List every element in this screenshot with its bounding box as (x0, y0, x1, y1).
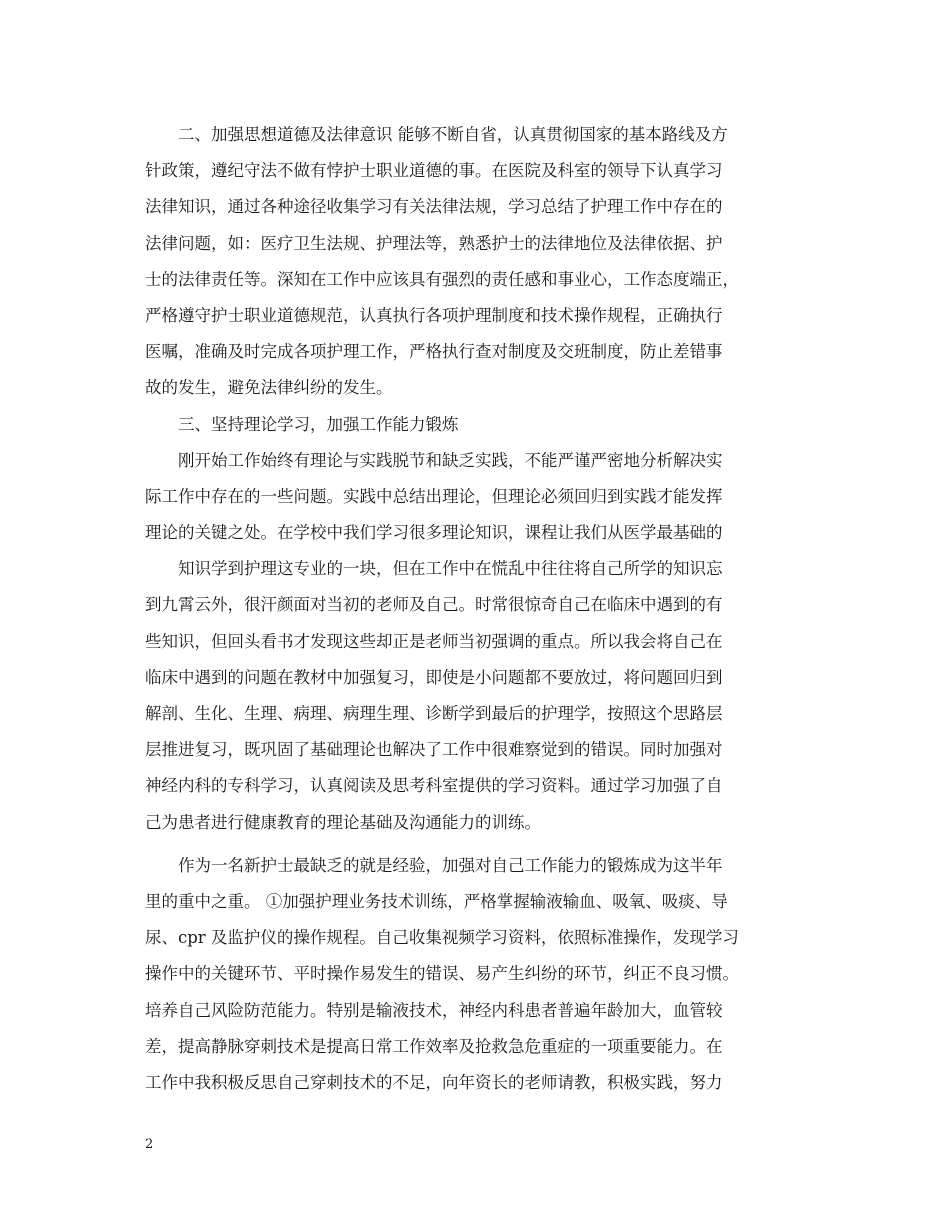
paragraph-line: 严格遵守护士职业道德规范，认真执行各项护理制度和技术操作规程，正确执行 (145, 305, 723, 325)
paragraph-line: 工作中我积极反思自己穿刺技术的不足，向年资长的老师请教，积极实践，努力 (145, 1072, 723, 1092)
paragraph-line: 医嘱，准确及时完成各项护理工作，严格执行查对制度及交班制度，防止差错事 (145, 342, 723, 362)
paragraph-line: 培养自己风险防范能力。特别是输液技术，神经内科患者普遍年龄加大，血管较 (145, 1000, 723, 1020)
paragraph-line: 理论的关键之处。在学校中我们学习很多理论知识，课程让我们从医学最基础的 (145, 523, 723, 543)
document-body (145, 117, 805, 1101)
paragraph-line: 些知识，但回头看书才发现这些却正是老师当初强调的重点。所以我会将自己在 (145, 631, 723, 651)
paragraph-line: 差，提高静脉穿刺技术是提高日常工作效率及抢救急危重症的一项重要能力。在 (145, 1036, 723, 1056)
section-heading: 三、坚持理论学习，加强工作能力锻炼 (178, 414, 459, 434)
paragraph-line: 故的发生，避免法律纠纷的发生。 (145, 378, 393, 398)
paragraph-line: 神经内科的专科学习，认真阅读及思考科室提供的学习资料。通过学习加强了自 (145, 776, 723, 796)
paragraph-line: 士的法律责任等。深知在工作中应该具有强烈的责任感和事业心，工作态度端正， (145, 269, 739, 289)
paragraph-line: 己为患者进行健康教育的理论基础及沟通能力的训练。 (145, 812, 541, 832)
paragraph-gap (145, 841, 805, 848)
page-number: 2 (145, 1137, 154, 1152)
paragraph-line: 法律知识，通过各种途径收集学习有关法律法规，学习总结了护理工作中存在的 (145, 197, 723, 217)
paragraph-line: 解剖、生化、生理、病理、病理生理、诊断学到最后的护理学，按照这个思路层 (145, 704, 723, 723)
paragraph-line: 法律问题，如：医疗卫生法规、护理法等，熟悉护士的法律地位及法律依据、护 (145, 233, 723, 253)
paragraph-line: 到九霄云外，很汗颜面对当初的老师及自己。时常很惊奇自己在临床中遇到的有 (145, 595, 723, 615)
paragraph-line: 针政策，遵纪守法不做有悖护士职业道德的事。在医院及科室的领导下认真学习 (145, 161, 723, 181)
paragraph-line: 知识学到护理这专业的一块，但在工作中在慌乱中往往将自己所学的知识忘 (178, 559, 723, 579)
paragraph-line: 里的重中之重。 ①加强护理业务技术训练，严格掌握输液输血、吸氧、吸痰、导 (145, 891, 728, 911)
paragraph-line: 作为一名新护士最缺乏的就是经验，加强对自己工作能力的锻炼成为这半年 (178, 855, 723, 875)
paragraph-line: 二、加强思想道德及法律意识 能够不断自省，认真贯彻国家的基本路线及方 (178, 125, 728, 144)
paragraph-line: 临床中遇到的问题在教材中加强复习，即使是小问题都不要放过，将问题回归到 (145, 667, 723, 687)
paragraph-line: 操作中的关键环节、平时操作易发生的错误、易产生纠纷的环节，纠正不良习惯。 (145, 964, 739, 984)
paragraph-line: 尿、cpr 及监护仪的操作规程。自己收集视频学习资料，依照标准操作，发现学习 (145, 928, 739, 948)
paragraph-line: 层推进复习，既巩固了基础理论也解决了工作中很难察觉到的错误。同时加强对 (145, 740, 723, 760)
paragraph-line: 际工作中存在的一些问题。实践中总结出理论，但理论必须回归到实践才能发挥 (145, 486, 723, 506)
paragraph-line: 刚开始工作始终有理论与实践脱节和缺乏实践，不能严谨严密地分析解决实 (178, 450, 723, 470)
